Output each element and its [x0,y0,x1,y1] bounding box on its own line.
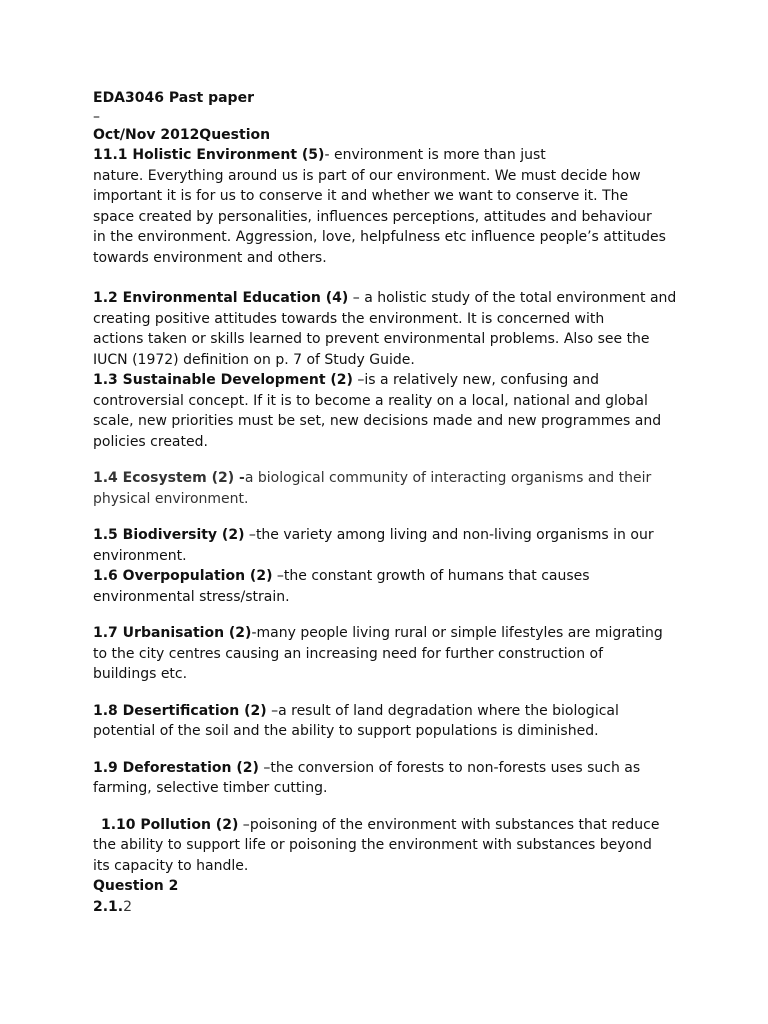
definition-line: in the environment. Aggression, love, helpfulness etc influence people’s attitudes [93,229,666,245]
term-label: 1.6 Overpopulation (2) [93,568,273,584]
document-title: EDA3046 Past paper [93,90,254,106]
question-2-heading: Question 2 [93,878,179,894]
item-2-1-label: 2.1. [93,898,124,915]
definition-line: buildings etc. [93,666,188,682]
definition-line: the variety among living and non-living organisms in our [255,527,654,543]
definition-overpopulation [93,566,693,607]
definition-line: creating positive attitudes towards the environment. It is concerned with [93,310,605,327]
definition-line: environment. [93,547,187,564]
definition-line: towards environment and others. [93,249,327,266]
definition-desertification [93,701,693,742]
definition-sustainable-development [93,370,693,452]
definition-line: a holistic study of the total environment and [364,290,677,306]
definition-line: physical environment. [93,490,249,507]
term-separator: - [251,625,257,641]
title-dash: – [93,108,100,125]
document-subtitle: Oct/Nov 2012Question [93,126,271,143]
term-label: 1.5 Biodiversity (2) [93,527,245,543]
definition-line: controversial concept. If it is to become a reality on a local, national and global [93,392,648,409]
definition-pollution [93,815,693,877]
definition-line: poisoning of the environment with substances that reduce [249,816,660,833]
term-label: 1.10 Pollution (2) [101,816,239,833]
term-separator: – [238,816,250,833]
definition-line: important it is for us to conserve it and whether we want to conserve it. The [93,188,629,204]
term-label: 1.8 Desertification (2) [93,702,267,719]
definition-line: policies created. [93,433,208,450]
definition-line: space created by personalities, influences perceptions, attitudes and behaviour [93,208,652,225]
term-separator: – [258,759,271,776]
definition-line: many people living rural or simple lifestyles are migrating [256,625,663,641]
definition-biodiversity [93,525,693,566]
term-label: 1.7 Urbanisation (2) [93,625,252,641]
definition-line: IUCN (1972) definition on p. 7 of Study Guide. [93,351,415,368]
term-separator: - [324,147,334,163]
term-label: 1.4 Ecosystem (2) - [93,470,245,486]
term-label: 11.1 Holistic Environment (5) [93,147,325,163]
item-2-1-value: 2 [123,898,133,915]
definition-line: actions taken or skills learned to prevent environmental problems. Also see the [93,331,650,347]
definition-line: a biological community of interacting organisms and their [244,470,652,486]
document-page [93,88,693,917]
definition-line: the conversion of forests to non-forests uses such as [270,759,641,776]
term-separator: – [244,527,256,543]
term-label: 1.9 Deforestation (2) [93,759,259,776]
definition-deforestation [93,758,693,799]
definition-line: to the city centres causing an increasing need for further construction of [93,645,604,662]
definition-line: potential of the soil and the ability to support populations is diminished. [93,723,599,739]
term-label: 1.2 Environmental Education (4) [93,290,349,306]
term-separator: – [348,290,365,306]
definition-line: its capacity to handle. [93,857,249,874]
term-separator: – [272,568,284,584]
term-label: 1.3 Sustainable Development (2) [93,372,353,388]
definition-environmental-education [93,288,693,370]
definition-line: the ability to support life or poisoning the environment with substances beyond [93,837,652,853]
definition-line: nature. Everything around us is part of our environment. We must decide how [93,167,641,184]
definition-holistic-environment [93,145,693,268]
definition-line: is a relatively new, confusing and [364,372,599,388]
definition-line: farming, selective timber cutting. [93,780,328,796]
term-separator: – [266,702,279,719]
definition-line: environment is more than just [333,147,546,163]
definition-line: the constant growth of humans that causes [283,568,590,584]
definition-line: scale, new priorities must be set, new decisions made and new programmes and [93,413,662,429]
definition-line: a result of land degradation where the biological [278,702,619,719]
term-separator: – [352,372,365,388]
definition-urbanisation [93,623,693,685]
definition-ecosystem [93,468,693,509]
definition-line: environmental stress/strain. [93,588,290,605]
